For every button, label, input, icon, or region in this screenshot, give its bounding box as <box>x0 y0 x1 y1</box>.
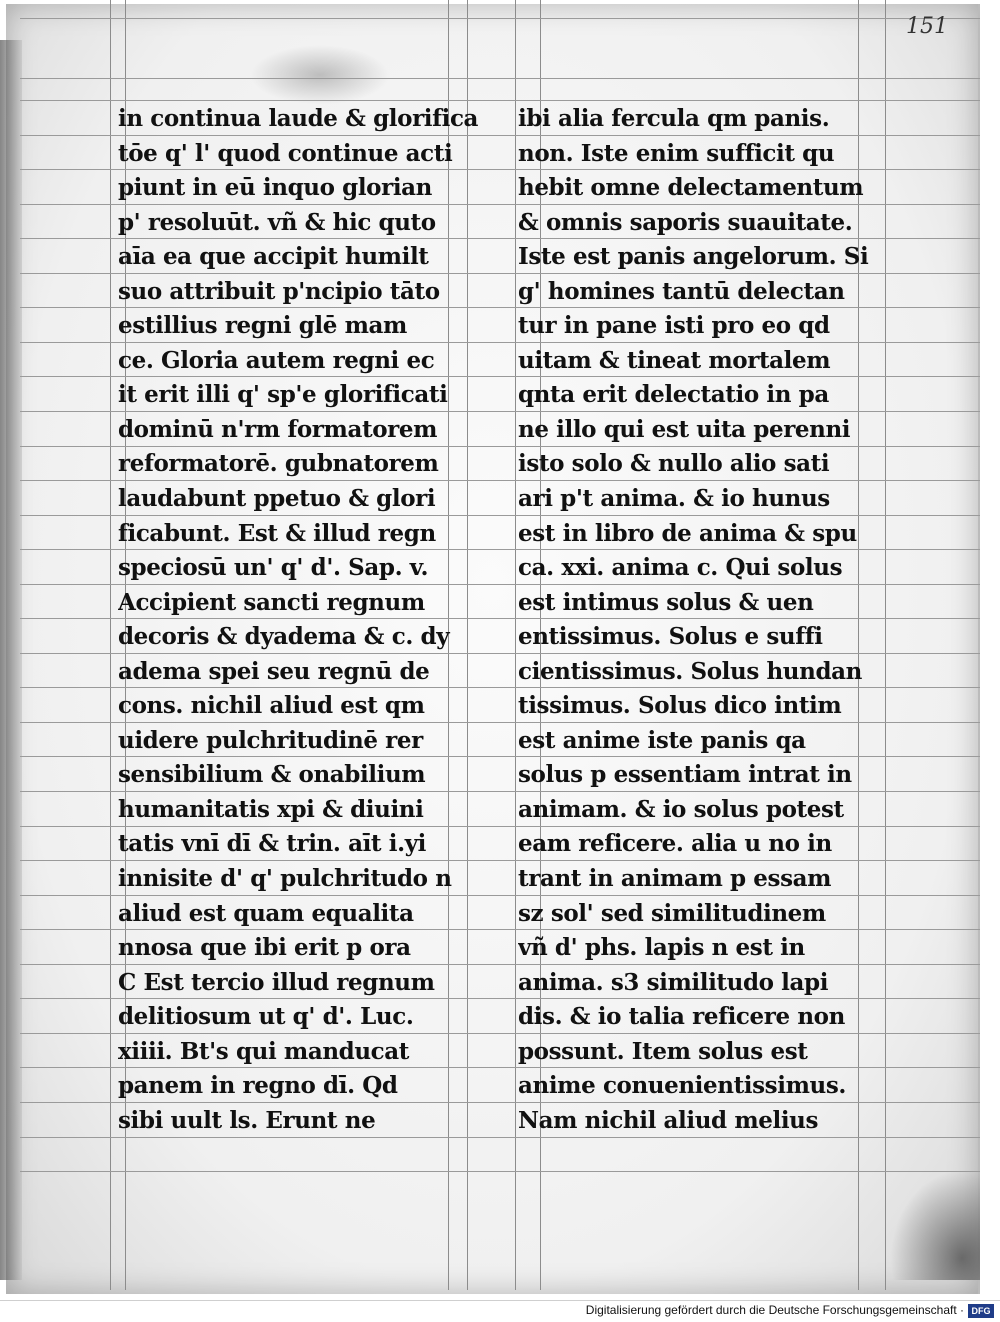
folio-number: 151 <box>906 14 948 39</box>
text-line: p' resoluūt. vñ & hic quto <box>118 208 436 236</box>
text-line: laudabunt ppetuo & glori <box>118 485 436 513</box>
ruling-line-vertical <box>110 0 111 1290</box>
binding-edge <box>0 40 22 1280</box>
dfg-logo: DFG <box>968 1304 994 1318</box>
text-line: aīa ea que accipit humilt <box>118 243 429 271</box>
ruling-line-horizontal <box>20 78 980 79</box>
footer-credit: Digitalisierung gefördert durch die Deutsche Forschungsgemeinschaft · <box>585 1303 964 1317</box>
text-line: possunt. Item solus est <box>518 1037 808 1065</box>
text-line: it erit illi q' sp'e glorificati <box>118 381 448 409</box>
text-line: ibi alia fercula qm panis. <box>518 105 830 132</box>
text-line: decoris & dyadema & c. dy <box>118 623 450 651</box>
text-line: isto solo & nullo alio sati <box>518 450 830 478</box>
text-line: vñ d' phs. lapis n est in <box>518 934 805 962</box>
text-line: ca. xxi. anima c. Qui solus <box>518 554 843 582</box>
text-line: panem in regno dī. Qd <box>118 1072 398 1100</box>
text-line: tur in pane isti pro eo qd <box>518 312 830 340</box>
text-line: piunt in eū inquo glorian <box>118 174 432 202</box>
text-line: Nam nichil aliud melius <box>518 1106 819 1134</box>
text-line: tissimus. Solus dico intim <box>518 692 842 720</box>
ruling-line-horizontal <box>20 18 980 19</box>
text-line: tōe q' l' quod continue acti <box>118 139 453 167</box>
text-line: uidere pulchritudinē rer <box>118 726 423 754</box>
corner-wear <box>890 1170 980 1280</box>
text-line: animam. & io solus potest <box>518 795 844 823</box>
text-line: est anime iste panis qa <box>518 726 806 754</box>
text-line: solus p essentiam intrat in <box>518 761 852 789</box>
text-line: est in libro de anima & spu <box>518 519 857 547</box>
text-line: ficabunt. Est & illud regn <box>118 519 436 547</box>
text-line: in continua laude & glorifica <box>118 105 478 132</box>
text-line: aliud est quam equalita <box>118 899 414 927</box>
text-column-right <box>518 102 890 1138</box>
text-line: ce. Gloria autem regni ec <box>118 346 435 374</box>
text-line: delitiosum ut q' d'. Luc. <box>118 1003 414 1031</box>
text-line: sz sol' sed similitudinem <box>518 899 826 927</box>
ruling-line-vertical <box>515 0 516 1290</box>
text-column-left <box>118 102 478 1138</box>
text-line: humanitatis xpi & diuini <box>118 795 424 823</box>
text-line: suo attribuit p'ncipio tāto <box>118 277 440 305</box>
text-line: ne illo qui est uita perenni <box>518 415 851 443</box>
text-line: Iste est panis angelorum. Si <box>518 243 869 271</box>
text-line: speciosū un' q' d'. Sap. v. <box>118 554 429 582</box>
text-line: nnosa que ibi erit p ora <box>118 934 411 962</box>
ruling-line-horizontal <box>20 1171 980 1172</box>
text-line: estillius regni glē mam <box>118 312 407 340</box>
text-line: est intimus solus & uen <box>518 588 814 616</box>
text-line: xiiii. Bt's qui manducat <box>118 1037 409 1065</box>
ink-stain <box>250 45 390 105</box>
text-line: C Est tercio illud regnum <box>118 968 435 996</box>
text-line: tatis vnī dī & trin. aīt i.yi <box>118 830 427 858</box>
text-line: non. Iste enim sufficit qu <box>518 139 835 167</box>
text-line: ari p't anima. & io hunus <box>518 485 830 513</box>
text-line: eam reficere. alia u no in <box>518 830 832 858</box>
text-line: dis. & io talia reficere non <box>518 1003 845 1031</box>
text-line: Accipient sancti regnum <box>118 588 425 616</box>
text-line: reformatorē. gubnatorem <box>118 450 439 478</box>
text-line: cons. nichil aliud est qm <box>118 692 425 720</box>
text-line: adema spei seu regnū de <box>118 657 430 685</box>
text-line: sibi uult ls. Erunt ne <box>118 1106 376 1134</box>
text-line: trant in animam p essam <box>518 865 832 893</box>
text-line: & omnis saporis suauitate. <box>518 208 853 236</box>
text-line: uitam & tineat mortalem <box>518 346 831 374</box>
ruling-line-horizontal <box>20 100 980 101</box>
text-line: innisite d' q' pulchritudo n <box>118 865 452 893</box>
text-line: anima. s3 similitudo lapi <box>518 968 829 996</box>
footer-bar <box>0 1300 1000 1322</box>
text-line: qnta erit delectatio in pa <box>518 381 829 409</box>
text-line: g' homines tantū delectan <box>518 277 845 305</box>
text-line: anime conuenientissimus. <box>518 1072 846 1100</box>
text-line: cientissimus. Solus hundan <box>518 657 862 685</box>
text-line: hebit omne delectamentum <box>518 174 864 202</box>
text-line: dominū n'rm formatorem <box>118 415 438 443</box>
text-line: entissimus. Solus e suffi <box>518 623 823 651</box>
text-line: sensibilium & onabilium <box>118 761 426 789</box>
